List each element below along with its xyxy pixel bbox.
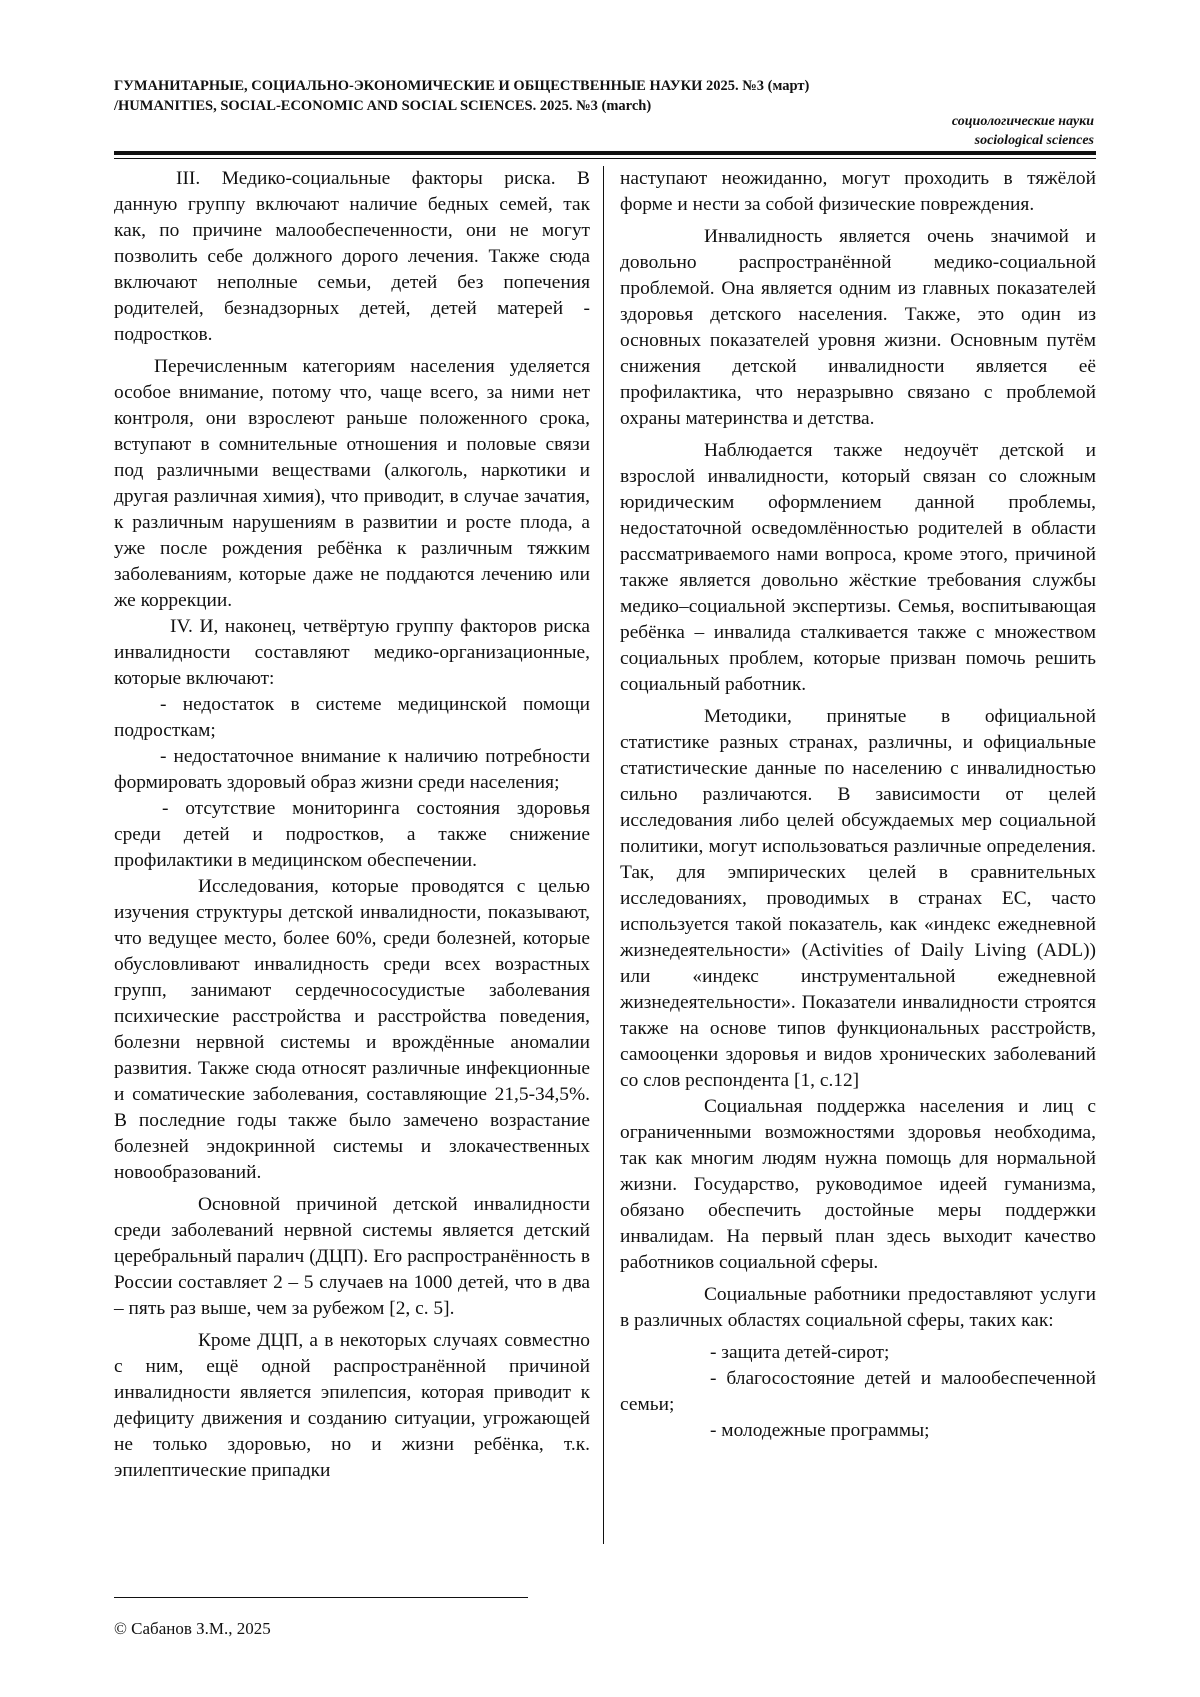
section-label-ru: социологические науки [951, 114, 1094, 129]
column-divider [603, 166, 604, 1544]
section-label [952, 112, 1094, 150]
paragraph: наступают неожиданно, могут проходить в тяжёлой форме и нести за собой физические повреждения. [620, 168, 1096, 215]
paragraph: Социальная поддержка населения и лиц с ограниченными возможностями здоровья необходима, так как многим людям нужна помощь для нормальной жизни. Государство, руководимое идеей гуманизма, обязано обеспечить достойные меры поддержки инвалидам. На первый план здесь выходит качество работников социальной сферы. [620, 1096, 1096, 1273]
paragraph: Исследования, которые проводятся с целью изучения структуры детской инвалидности, показывают, что ведущее место, более 60%, среди болезней, которые обусловливают инвалидность среди всех возрастных групп, занимают сердечнососудистые заболевания психические расстройства и расстройства поведения, болезни нервной системы и врождённые аномалии развития. Также сюда относят различные инфекционные и соматические заболевания, составляющие 21,5-34,5%. В последние годы также было замечено возрастание болезней эндокринной системы и злокачественных новообразований. [114, 876, 590, 1183]
header-rule-thick [114, 151, 1096, 155]
paragraph: Инвалидность является очень значимой и довольно распространённой медико-социальной проблемой. Она является одним из главных показателей здоровья детского населения. Также, это один из основных показателей уровня жизни. Основным путём снижения детской инвалидности является её профилактика, что неразрывно связано с проблемой охраны материнства и детства. [620, 226, 1096, 429]
list-item: - отсутствие мониторинга состояния здоровья среди детей и подростков, а также снижение профилактики в медицинском обеспечении. [114, 798, 590, 871]
journal-header [114, 76, 1094, 116]
footnote-rule [114, 1597, 528, 1598]
header-rule-thin [114, 158, 1096, 159]
list-item: - недостаточное внимание к наличию потребности формировать здоровый образ жизни среди населения; [114, 746, 590, 793]
list-item: - благосостояние детей и малообеспеченной семьи; [620, 1368, 1096, 1415]
journal-title-ru: ГУМАНИТАРНЫЕ, СОЦИАЛЬНО-ЭКОНОМИЧЕСКИЕ И ОБЩЕСТВЕННЫЕ НАУКИ 2025. №3 (март) [114, 78, 810, 94]
paragraph: IV. И, наконец, четвёртую группу факторов риска инвалидности составляют медико-организационные, которые включают: [114, 616, 590, 689]
paragraph: Кроме ДЦП, а в некоторых случаях совместно с ним, ещё одной распространённой причиной инвалидности является эпилепсия, которая приводит к дефициту движения и созданию ситуации, угрожающей не только здоровью, но и жизни ребёнка, т.к. эпилептические припадки [114, 1330, 590, 1481]
paragraph: Перечисленным категориям населения уделяется особое внимание, потому что, чаще всего, за ними нет контроля, они взрослеют раньше положенного срока, вступают в сомнительные отношения и половые связи под различными веществами (алкоголь, наркотики и другая различная химия), что приводит, в случае зачатия, к различным нарушениям в развитии и росте плода, а уже после рождения ребёнка к различным тяжким заболеваниям, которые даже не поддаются лечению или же коррекции. [114, 356, 590, 611]
paragraph: Социальные работники предоставляют услуги в различных областях социальной сферы, таких как: [620, 1284, 1096, 1331]
section-label-en: sociological sciences [974, 133, 1094, 148]
list-item: - защита детей-сирот; [710, 1342, 890, 1363]
list-item: - молодежные программы; [710, 1420, 930, 1441]
journal-title-en: /HUMANITIES, SOCIAL-ECONOMIC AND SOCIAL SCIENCES. 2025. №3 (march) [114, 98, 652, 114]
paragraph: III. Медико-социальные факторы риска. В данную группу включают наличие бедных семей, так как, по причине малообеспеченности, они не могут позволить себе должного дорого лечения. Также сюда включают неполные семьи, детей без попечения родителей, безнадзорных детей, детей матерей - подростков. [114, 168, 590, 345]
left-column [114, 166, 590, 1484]
list-item: - недостаток в системе медицинской помощи подросткам; [114, 694, 590, 741]
paragraph: Наблюдается также недоучёт детской и взрослой инвалидности, который связан со сложным юридическим оформлением данной проблемы, недостаточной осведомлённостью родителей в области рассматриваемого нами вопроса, кроме этого, причиной также является довольно жёсткие требования службы медико–социальной экспертизы. Семья, воспитывающая ребёнка – инвалида сталкивается также с множеством социальных проблем, которые призван помочь решить социальный работник. [620, 440, 1096, 695]
copyright-notice: © Сабанов З.М., 2025 [114, 1619, 271, 1638]
paragraph: Методики, принятые в официальной статистике разных странах, различны, и официальные статистические данные по населению с инвалидностью сильно различаются. В зависимости от целей исследования либо целей обсуждаемых мер социальной политики, могут использоваться различные определения. Так, для эмпирических целей в сравнительных исследованиях, проводимых в странах ЕС, часто используется такой показатель, как «индекс ежедневной жизнедеятельности» (Activities of Daily Living (ADL)) или «индекс инструментальной ежедневной жизнедеятельности». Показатели инвалидности строятся также на основе типов функциональных расстройств, самооценки здоровья и видов хронических заболеваний со слов респондента [1, с.12] [620, 706, 1096, 1091]
paragraph: Основной причиной детской инвалидности среди заболеваний нервной системы является детский церебральный паралич (ДЦП). Его распространённость в России составляет 2 – 5 случаев на 1000 детей, что в два – пять раз выше, чем за рубежом [2, с. 5]. [114, 1194, 590, 1319]
right-column [620, 166, 1096, 1444]
